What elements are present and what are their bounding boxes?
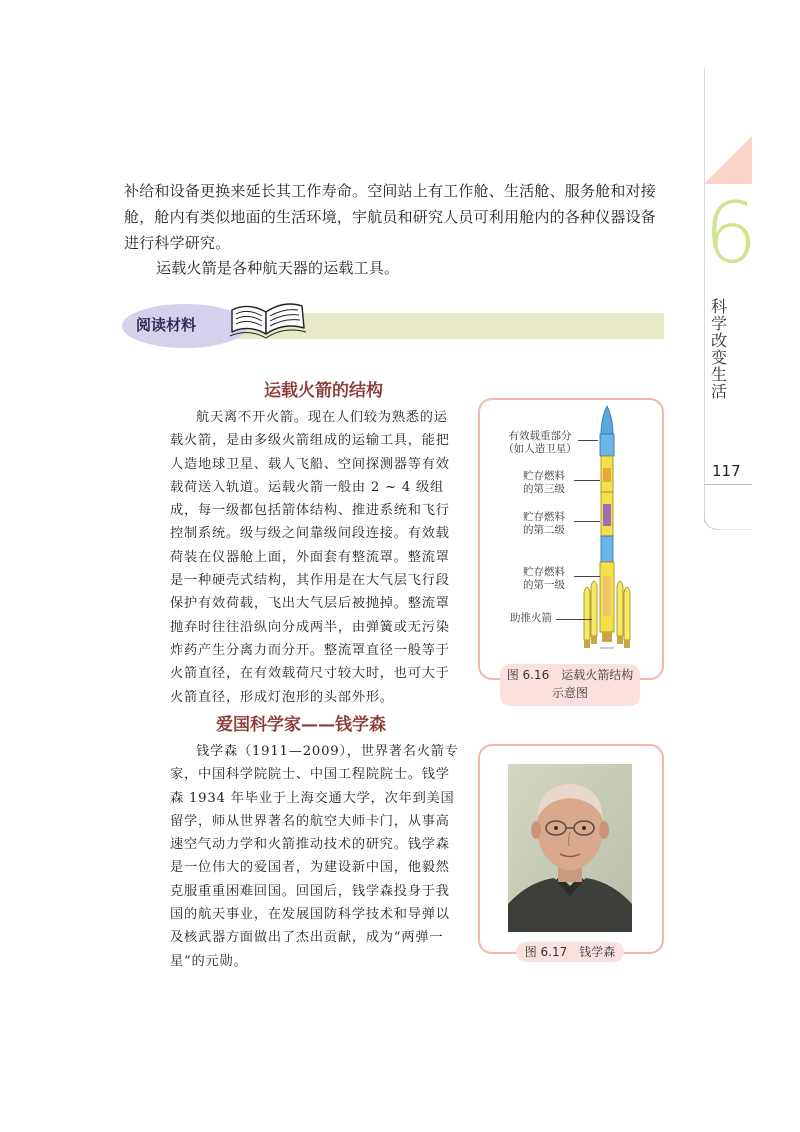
label-stage1: 贮存燃料 的第一级 — [523, 566, 565, 591]
chapter-title: 科学改变生活 — [710, 297, 727, 401]
open-book-icon — [226, 298, 308, 346]
section-heading-qian: 爱国科学家——钱学森 — [216, 715, 386, 735]
label-stage3: 贮存燃料 的第三级 — [523, 470, 565, 495]
rocket-figure-caption: 图 6.16 运载火箭结构 示意图 — [500, 664, 640, 706]
chapter-tab-triangle — [704, 136, 752, 184]
qian-paragraph: 钱学森（1911—2009），世界著名火箭专家，中国科学院院士、中国工程院院士。钱学森 1934 年毕业于上海交通大学，次年到美国留学，师从世界著名的航空大师卡门，从事高速空气动力学和火箭推动技术的研究。钱学森是一位伟大的爱国者，为建设新中国，他毅然克服重重困难回国。回国后，钱学森投身于我国的航天事业，在发展国防科学技术和导弹以及核武器方面做出了杰出贡献，成为“两弹一星”的元勋。 — [170, 744, 459, 969]
leader-line — [578, 440, 598, 441]
intro-paragraph-2: 运载火箭是各种航天器的运载工具。 — [156, 259, 400, 277]
leader-line — [556, 619, 592, 620]
leader-line — [574, 480, 600, 481]
portrait-figure-caption: 图 6.17 钱学森 — [516, 942, 624, 962]
reading-banner-label: 阅读材料 — [136, 316, 197, 334]
chapter-number: 6 — [704, 184, 758, 282]
leader-line — [574, 521, 600, 522]
label-booster: 助推火箭 — [510, 612, 552, 624]
section-heading-rocket: 运载火箭的结构 — [264, 381, 383, 401]
portrait-photo — [508, 764, 632, 932]
page-number: 117 — [712, 462, 741, 480]
label-stage2: 贮存燃料 的第二级 — [523, 511, 565, 536]
intro-paragraph: 补给和设备更换来延长其工作寿命。空间站上有工作舱、生活舱、服务舱和对接舱，舱内有类似地面的生活环境，宇航员和研究人员可利用舱内的各种仪器设备进行科学研究。 — [124, 182, 657, 252]
tab-corner — [704, 484, 752, 530]
leader-line — [574, 576, 600, 577]
label-payload: 有效载重部分 （如人造卫星） — [503, 430, 577, 455]
rocket-paragraph: 航天离不开火箭。现在人们较为熟悉的运载火箭，是由多级火箭组成的运输工具，能把人造地球卫星、载人飞船、空间探测器等有效载荷送入轨道。运载火箭一般由 2 ~ 4 级组成，每一级都包括箭体结构、推进系统和飞行控制系统。级与级之间靠级间段连接。有效载荷装在仪器舱上面，外面套有整流罩。整流罩是一种硬壳式结构，其作用是在大气层飞行段保护有效荷载，飞出大气层后被抛掉。整流罩抛弃时往往沿纵向分成两半，由弹簧或无污染炸药产生分离力而分开。整流罩直径一般等于火箭直径，在有效载荷尺寸较大时，也可大于火箭直径，形成灯泡形的头部外形。 — [170, 410, 450, 705]
